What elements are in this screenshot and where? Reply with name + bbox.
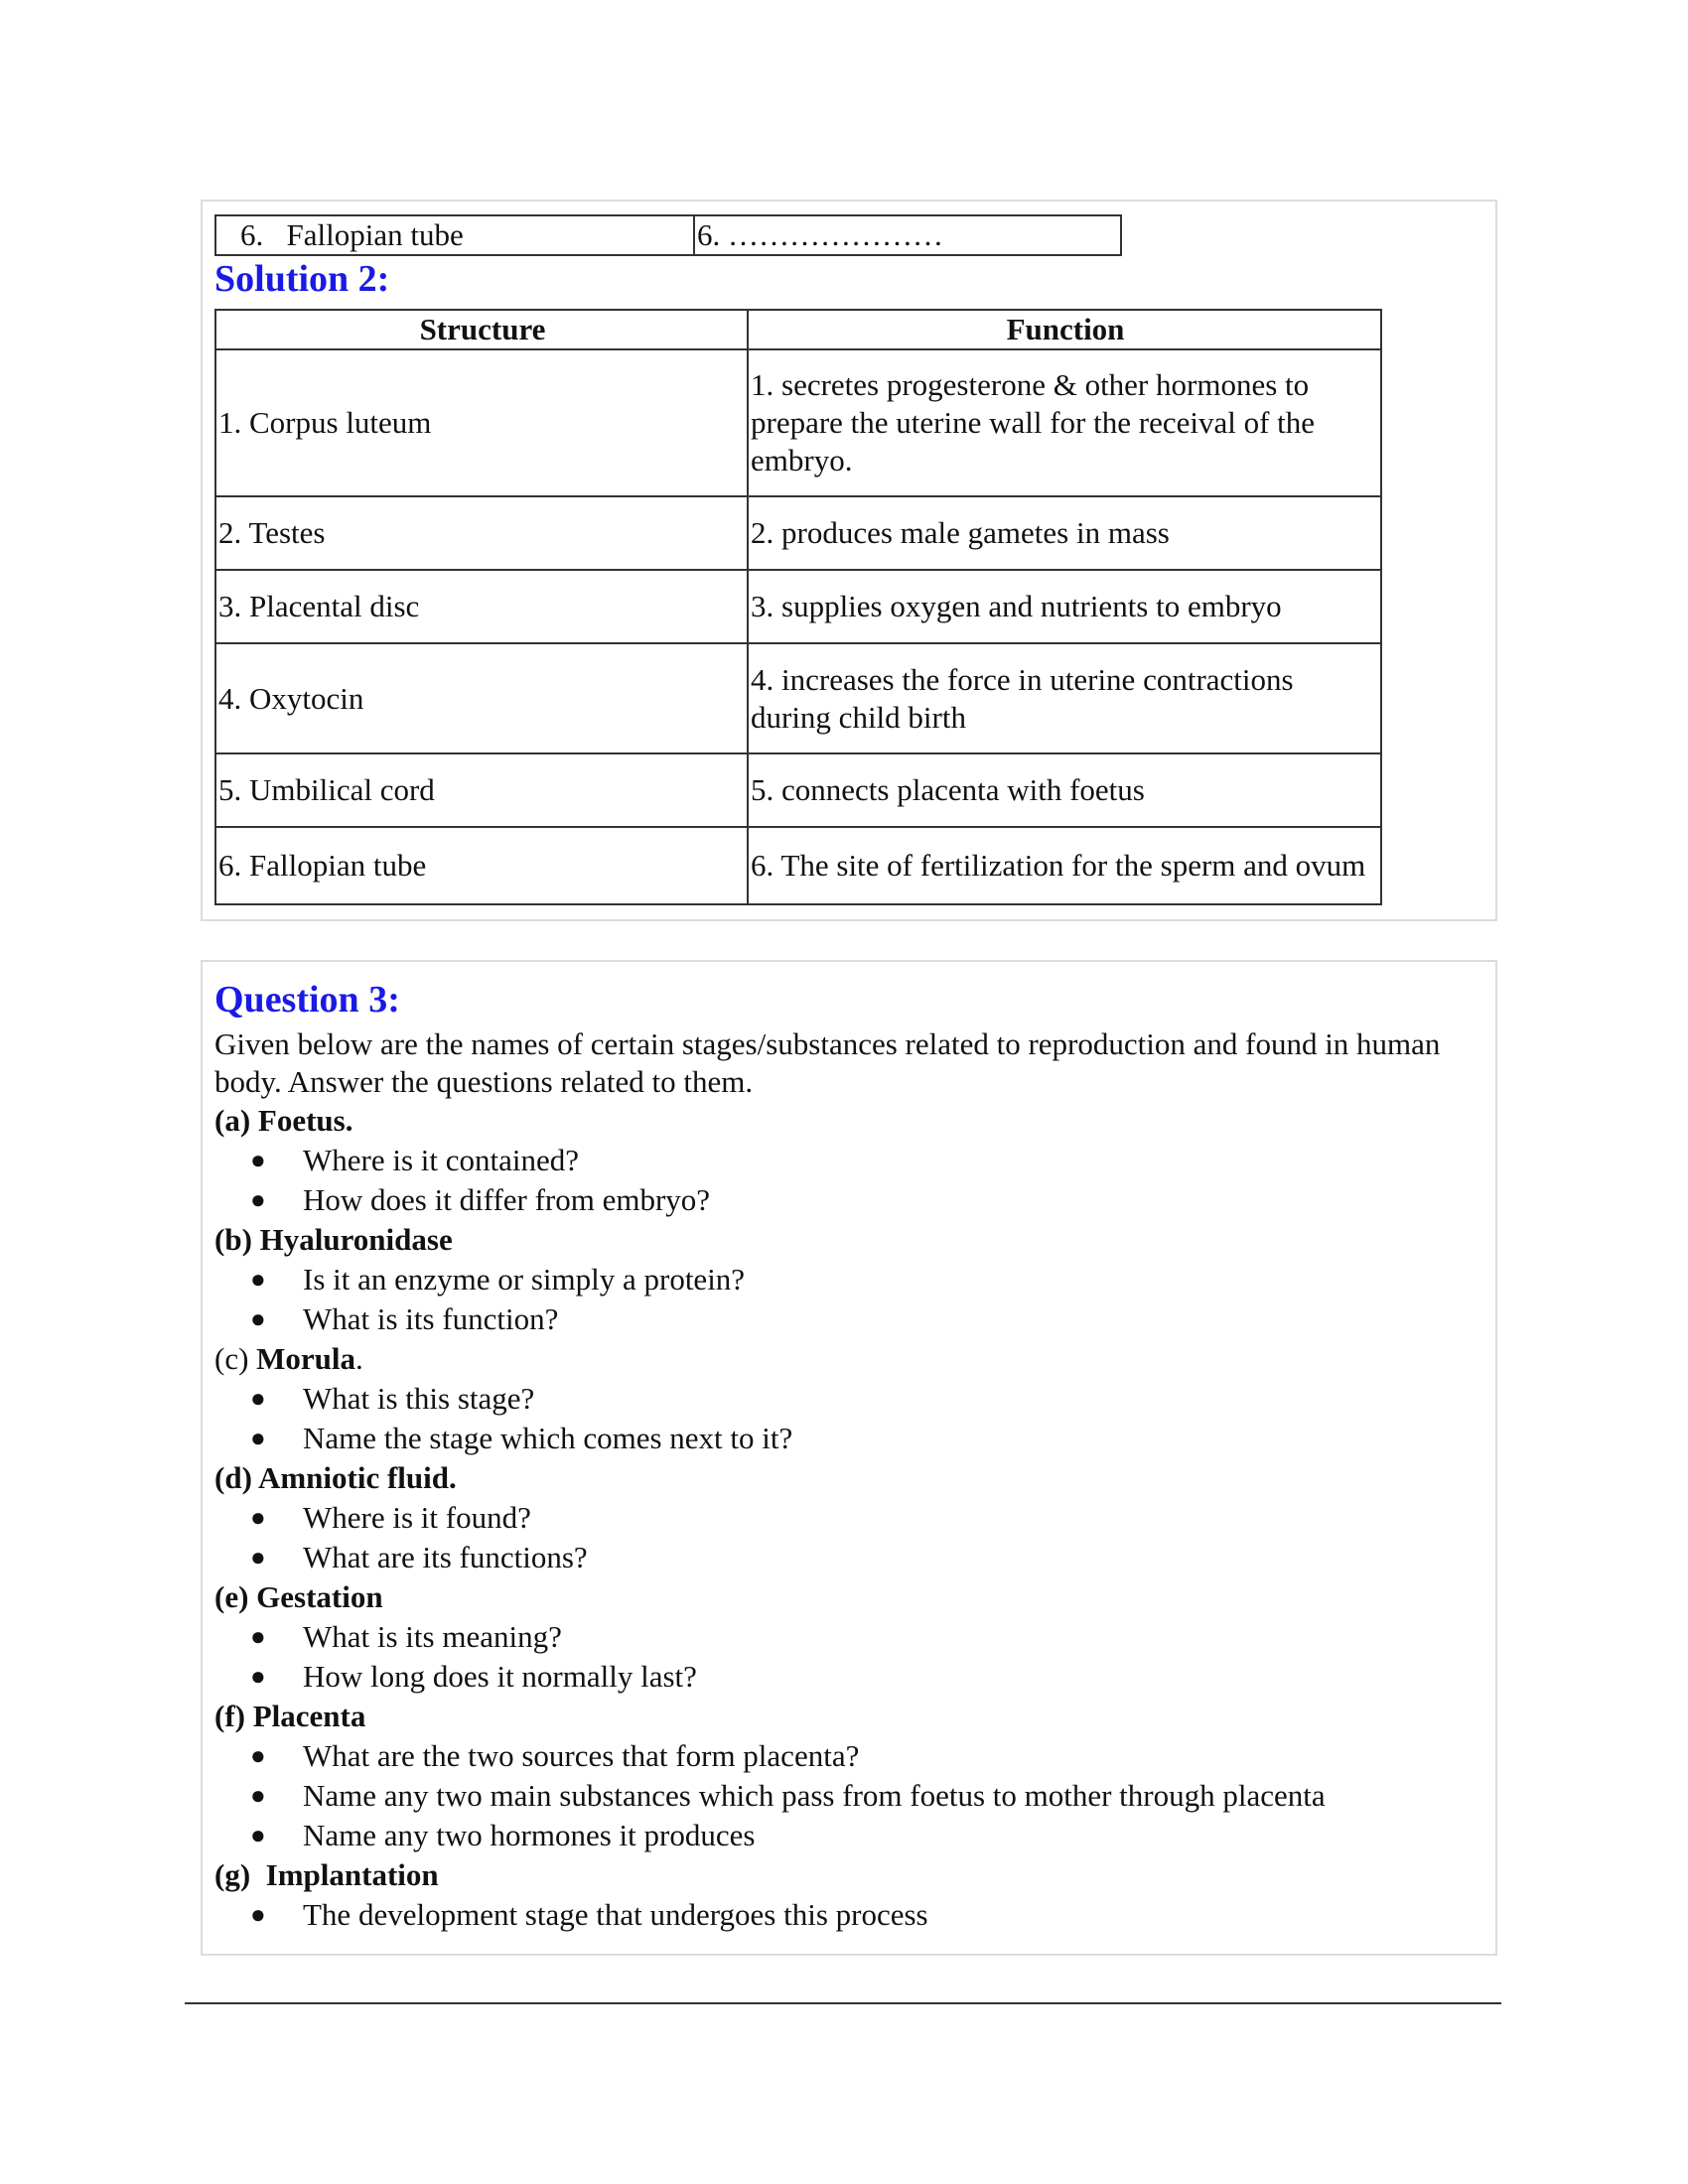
part-questions <box>214 1260 1485 1339</box>
list-item <box>214 1180 1485 1220</box>
row-function: 2. produces male gametes in mass <box>748 496 1381 570</box>
question-text: Name the stage which comes next to it? <box>303 1421 793 1455</box>
part-heading <box>214 1697 1485 1736</box>
question-text: Name any two hormones it produces <box>303 1818 756 1852</box>
part-name: Amniotic fluid. <box>257 1460 457 1495</box>
question-text: What is this stage? <box>303 1381 535 1416</box>
table-row <box>215 827 1381 904</box>
row-function: 6. The site of fertilization for the sperm and ovum <box>748 827 1381 904</box>
list-item <box>214 1141 1485 1180</box>
solution-title: Solution 2: <box>214 258 390 300</box>
part-questions <box>214 1736 1485 1855</box>
table-row <box>215 496 1381 570</box>
bullet-icon: ● <box>250 1265 266 1294</box>
part-label: (f) <box>214 1699 245 1733</box>
list-item <box>214 1419 1485 1458</box>
bullet-icon: ● <box>250 1781 266 1810</box>
part-name: Morula <box>256 1341 356 1376</box>
prev-row-blank: 6. ………………… <box>694 215 1121 255</box>
list-item <box>214 1538 1485 1577</box>
row-structure: 5. Umbilical cord <box>215 753 748 827</box>
list-item <box>214 1498 1485 1538</box>
bullet-icon: ● <box>250 1662 266 1691</box>
part-suffix: . <box>355 1341 363 1376</box>
solution-card <box>201 200 1497 921</box>
bullet-icon: ● <box>250 1821 266 1849</box>
row-function: 3. supplies oxygen and nutrients to embryo <box>748 570 1381 643</box>
part-heading <box>214 1458 1485 1498</box>
list-item <box>214 1617 1485 1657</box>
bullet-icon: ● <box>250 1900 266 1929</box>
question-title: Question 3: <box>214 979 400 1021</box>
part-name: Gestation <box>256 1579 383 1614</box>
question-text: How long does it normally last? <box>303 1659 697 1694</box>
prev-row-structure <box>215 215 694 255</box>
table-row <box>215 349 1381 496</box>
prev-row-num: 6. <box>240 217 264 252</box>
part-label: (b) <box>214 1222 252 1257</box>
table-row <box>215 753 1381 827</box>
part-name: Foetus. <box>257 1103 353 1138</box>
part-heading <box>214 1220 1485 1260</box>
part-name: Hyaluronidase <box>259 1222 453 1257</box>
part-heading <box>214 1101 1485 1141</box>
part-heading <box>214 1577 1485 1617</box>
row-structure: 6. Fallopian tube <box>215 827 748 904</box>
table-row <box>215 643 1381 753</box>
question-text: Is it an enzyme or simply a protein? <box>303 1262 746 1297</box>
row-structure: 4. Oxytocin <box>215 643 748 753</box>
question-text: What are the two sources that form placenta? <box>303 1738 860 1773</box>
list-item <box>214 1895 1485 1935</box>
question-text: What are its functions? <box>303 1540 588 1574</box>
part-label: (g) <box>214 1857 251 1892</box>
question-text: Name any two main substances which pass from foetus to mother through placenta <box>303 1778 1326 1813</box>
part-label: (e) <box>214 1579 249 1614</box>
part-name: Implantation <box>265 1857 439 1892</box>
list-item <box>214 1816 1485 1855</box>
footer-divider <box>185 2002 1501 2004</box>
question-text: Where is it found? <box>303 1500 531 1535</box>
bullet-icon: ● <box>250 1424 266 1452</box>
header-function: Function <box>748 310 1381 349</box>
bullet-icon: ● <box>250 1146 266 1174</box>
table-row <box>215 570 1381 643</box>
row-function: 4. increases the force in uterine contractions during child birth <box>748 643 1381 753</box>
row-function: 5. connects placenta with foetus <box>748 753 1381 827</box>
part-questions <box>214 1141 1485 1220</box>
row-structure: 1. Corpus luteum <box>215 349 748 496</box>
question-text: The development stage that undergoes this process <box>303 1897 928 1932</box>
part-questions <box>214 1379 1485 1458</box>
list-item <box>214 1379 1485 1419</box>
prev-row-structure-text: Fallopian tube <box>286 217 464 252</box>
structure-function-table <box>214 309 1382 905</box>
row-structure: 2. Testes <box>215 496 748 570</box>
bullet-icon: ● <box>250 1384 266 1413</box>
bullet-icon: ● <box>250 1741 266 1770</box>
part-name: Placenta <box>252 1699 366 1733</box>
part-questions <box>214 1498 1485 1577</box>
part-label: (a) <box>214 1103 251 1138</box>
previous-table-row <box>214 214 1122 256</box>
part-questions <box>214 1617 1485 1697</box>
list-item <box>214 1776 1485 1816</box>
bullet-icon: ● <box>250 1503 266 1532</box>
question-text: What is its function? <box>303 1301 559 1336</box>
question-card <box>201 960 1497 1956</box>
bullet-icon: ● <box>250 1622 266 1651</box>
question-text: How does it differ from embryo? <box>303 1182 711 1217</box>
question-text: Where is it contained? <box>303 1143 580 1177</box>
row-structure: 3. Placental disc <box>215 570 748 643</box>
list-item <box>214 1299 1485 1339</box>
bullet-icon: ● <box>250 1304 266 1333</box>
list-item <box>214 1260 1485 1299</box>
table-header-row <box>215 310 1381 349</box>
part-heading <box>214 1339 1485 1379</box>
list-item <box>214 1736 1485 1776</box>
bullet-icon: ● <box>250 1185 266 1214</box>
list-item <box>214 1657 1485 1697</box>
question-text: What is its meaning? <box>303 1619 562 1654</box>
part-heading <box>214 1855 1485 1895</box>
question-intro: Given below are the names of certain stages/substances related to reproduction and found in human body. Answer the questions related to them. <box>214 1026 1441 1099</box>
header-structure: Structure <box>215 310 748 349</box>
row-function: 1. secretes progesterone & other hormones to prepare the uterine wall for the receival of the embryo. <box>748 349 1381 496</box>
part-label: (c) <box>214 1341 249 1376</box>
part-label: (d) <box>214 1460 252 1495</box>
bullet-icon: ● <box>250 1543 266 1571</box>
part-questions <box>214 1895 1485 1935</box>
question-parts <box>214 1101 1485 1935</box>
